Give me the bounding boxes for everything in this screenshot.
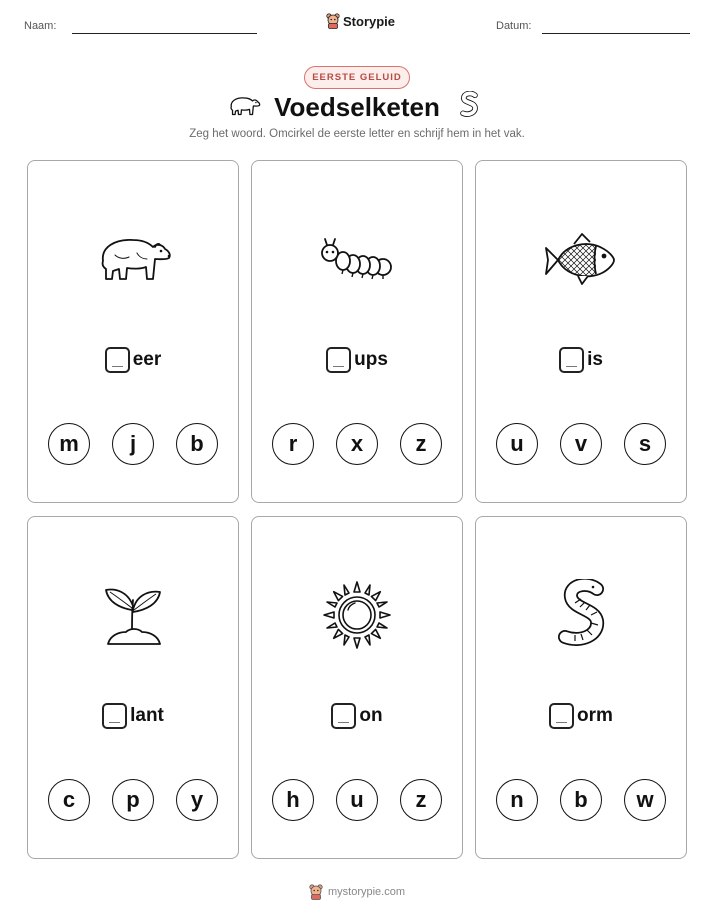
letter-choice[interactable]: m <box>48 423 90 465</box>
name-label: Naam: <box>24 20 57 32</box>
letter-choice[interactable]: p <box>112 779 154 821</box>
letter-choice[interactable]: s <box>624 423 666 465</box>
word-prompt <box>476 703 686 729</box>
word-ending: ups <box>354 349 388 370</box>
answer-box[interactable] <box>331 703 356 729</box>
letter-choice[interactable]: z <box>400 779 442 821</box>
bear-mascot-icon <box>309 884 323 900</box>
picture-area <box>252 575 462 655</box>
answer-box[interactable] <box>549 703 574 729</box>
letter-choices <box>28 423 238 465</box>
letter-choice[interactable]: b <box>560 779 602 821</box>
answer-box[interactable] <box>326 347 351 373</box>
answer-box[interactable] <box>102 703 127 729</box>
letter-choices <box>252 779 462 821</box>
worm-icon <box>456 91 482 121</box>
letter-choice[interactable]: v <box>560 423 602 465</box>
footer <box>0 884 714 900</box>
exercise-card <box>251 516 463 859</box>
fish-icon <box>544 230 618 288</box>
sprout-icon <box>102 580 164 650</box>
word-ending: is <box>587 349 603 370</box>
letter-choices <box>476 423 686 465</box>
word-prompt <box>28 703 238 729</box>
word-ending: lant <box>130 705 164 726</box>
letter-choice[interactable]: u <box>336 779 378 821</box>
letter-choice[interactable]: u <box>496 423 538 465</box>
word-ending: eer <box>132 349 162 370</box>
date-label: Datum: <box>496 20 532 32</box>
exercise-card <box>475 160 687 503</box>
caterpillar-icon <box>317 237 397 281</box>
answer-box[interactable] <box>559 347 584 373</box>
name-field[interactable] <box>72 33 257 34</box>
word-prompt <box>476 347 686 373</box>
exercise-card <box>475 516 687 859</box>
exercise-card <box>251 160 463 503</box>
footer-url[interactable]: mystorypie.com <box>327 886 406 898</box>
picture-area <box>476 575 686 655</box>
picture-area <box>28 219 238 299</box>
letter-choice[interactable]: w <box>624 779 666 821</box>
letter-choice[interactable]: y <box>176 779 218 821</box>
letter-choices <box>476 779 686 821</box>
exercise-card <box>27 516 239 859</box>
answer-box[interactable] <box>105 347 130 373</box>
letter-choice[interactable]: h <box>272 779 314 821</box>
word-prompt <box>28 347 238 373</box>
instructions: Zeg het woord. Omcirkel de eerste letter en schrijf hem in het vak. <box>189 128 525 140</box>
polar-bear-icon <box>93 230 173 288</box>
word-prompt <box>252 347 462 373</box>
brand-name: Storypie <box>343 13 396 29</box>
letter-choices <box>28 779 238 821</box>
word-ending: on <box>359 705 383 726</box>
letter-choices <box>252 423 462 465</box>
word-ending: orm <box>577 705 613 726</box>
letter-choice[interactable]: r <box>272 423 314 465</box>
exercise-card <box>27 160 239 503</box>
letter-choice[interactable]: z <box>400 423 442 465</box>
date-field[interactable] <box>542 33 690 34</box>
category-badge: EERSTE GELUID <box>304 66 410 89</box>
bear-mascot-icon <box>326 13 340 29</box>
letter-choice[interactable]: n <box>496 779 538 821</box>
word-prompt <box>252 703 462 729</box>
brand-logo <box>326 13 395 29</box>
letter-choice[interactable]: x <box>336 423 378 465</box>
page-title: Voedselketen <box>274 92 440 122</box>
worm-icon <box>551 579 611 651</box>
picture-area <box>476 219 686 299</box>
letter-choice[interactable]: c <box>48 779 90 821</box>
picture-area <box>28 575 238 655</box>
sun-icon <box>322 580 392 650</box>
picture-area <box>252 219 462 299</box>
letter-choice[interactable]: j <box>112 423 154 465</box>
letter-choice[interactable]: b <box>176 423 218 465</box>
